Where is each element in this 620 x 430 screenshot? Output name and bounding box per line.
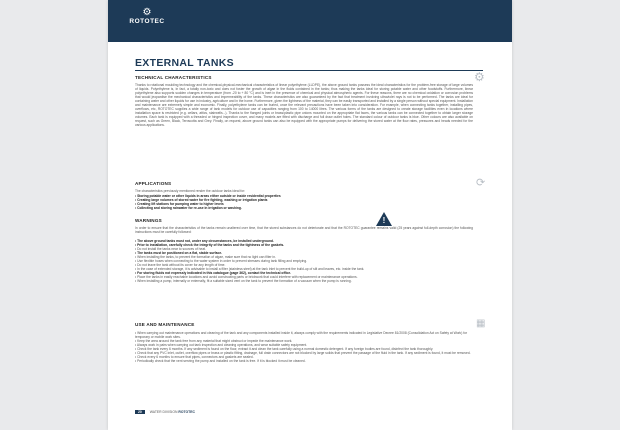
list-item: • The tanks must be positioned on a flat, stable surface.	[135, 251, 223, 256]
warnings-list	[135, 239, 481, 284]
list-item: • Always work in pairs when carrying out tank inspection and cleaning operations, and wear suitable safety equipment.	[135, 343, 308, 348]
list-item: • Keep the area around the tank free from any material that might obstruct or impede the maintenance work.	[135, 339, 293, 344]
list-item: • Storing potable water or other liquids in areas either outside or inside residential properties	[135, 194, 281, 198]
list-item: • Creating lift stations for pumping water to higher levels	[135, 202, 224, 207]
gear-icon: ⚙	[474, 70, 485, 84]
footer-label: WATER DIVISION	[149, 410, 178, 414]
list-item: • Check the tank every 6 months. If any sediment is found on the floor, extract it and clean the tank carefully using a normal domestic detergent. If any foreign bodies are found, disinfect the tank thoroughly.	[135, 347, 434, 352]
list-item: • Creating large volumes of stored water for fire fighting, washing or irrigation plants	[135, 198, 268, 203]
title-divider	[135, 70, 483, 71]
list-item: • Collecting and storing rainwater for re-use in irrigation or washing.	[135, 206, 242, 211]
applications-list	[135, 194, 481, 210]
heading-maintenance: USE AND MAINTENANCE	[135, 322, 195, 327]
applications-intro: The characteristics previously mentioned render the outdoor tanks ideal for:	[135, 189, 246, 193]
list-item: • Periodically check that the vent serving the pump and installed on the tank is free. If it is blocked it must be cleaned.	[135, 359, 306, 364]
list-item: • For storing fluids not expressly indicated in this catalogue (page 362), contact the technical office.	[135, 271, 292, 276]
page-header	[108, 0, 512, 42]
technical-text: Thanks to rotational moulding technology and the chemical-physical-mechanical characteristics of linear polyethylene (LLDPE), the above ground tanks possess the ideal characteristics for the problem-free storage of large volumes of liquids. Polyethylene is, in fact, a totally non-toxic and does not foster the growth of algae in the fluids contained in the tanks; thus making the tanks ideal for storing potable water and other foodstuffs. Furthermore, linear polyethylene also supports sudden changes in temperature (from -20 to + 80 °C) and is inert in the presence of chemical and physical atmospheric agents. For these reasons, there are no chemical oxidation or corrosion problems that would jeopardise the mechanical characteristics and impermeability of the tanks. These characteristics are also guaranteed by the fact that treatment involving ultraviolet rays is not to be performed. The tanks are ideal for containing water and other liquids for use in industry, agriculture and in the home. Furthermore, given the lightness of the material, they can be easily transported and installed by a single person without special equipment. Installation and maintenance are extremely simple and economic. Finally, polyethylene tanks can be buried, once the relevant precautions have been taken into consideration. For example, when connecting tanks together, installing pipes, overflows, etc, ROTOTEC supplies a wide range of tank models for outdoor use of capacities ranging from 100 to 14000 litres. The various forms of the tanks are designed to create storage facilities even in locations where installation space is restricted (e.g. cellars, attics, stairwells...). Thanks to the flanged joints or brass/plastic pipe unions mounted on the appropriate flat faces, the various tanks can be connected together to obtain larger storage volumes. Each tank is equipped with a threaded or hinged inspection cover, and many models are fitted with discharge and full draw outlet holes. The standard colour of outdoor tanks is blue. Other colours are also available on request, such as Green, Black, Terracotta and Grey. Finally, on request, above ground tanks can also be equipped with the appropriate pumps for delivering the stored water at the flow rates, pressures and heads needed for the various applications.	[135, 83, 473, 128]
heading-applications: APPLICATIONS	[135, 181, 172, 186]
warnings-intro: In order to ensure that the characteristics of the tanks remain unaltered over time, that the stored substances do not deteriorate and that the ROTOTEC guarantee remains valid (25 years against full-depth corrosion) the following instructions must be carefully followed:	[135, 226, 473, 235]
document-page: ⚙ ROTOTEC EXTERNAL TANKS TECHNICAL CHARACTERISTICS ⚙ Thanks to rotational moulding technology and the chemical-physical-mechanical characteristics of linear polyethylene (LLDPE), the above ground tanks possess the ideal characteristics for the problem-free storage of large volumes of liquids. Polyethylene is, in fact, a totally non-toxic and does not foster the growth of algae in the fluids contained in the tanks; thus making the tanks ideal for storing potable water and other foodstuffs. Furthermore, linear polyethylene also supports sudden changes in temperature (from -20 to + 80 °C) and is inert in the presence of chemical and physical atmospheric agents. For these reasons, there are no chemical oxidation or corrosion problems that would jeopardise the mechanical characteristics and impermeability of the tanks. These characteristics are also guaranteed by the fact that treatment involving ultraviolet rays is not to be performed. The tanks are ideal for containing water and other liquids for use in industry, agriculture and in the home. Furthermore, given the lightness of the material, they can be easily transported and installed by a single person without special equipment. Installation and maintenance are extremely simple and economic. Finally, polyethylene tanks can be buried, once the relevant precautions have been taken into consideration. For example, when connecting tanks together, installing pipes, overflows, etc, ROTOTEC supplies a wide range of tank models for outdoor use of capacities ranging from 100 to 14000 litres. The various forms of the tanks are designed to create storage facilities even in locations where installation space is restricted (e.g. cellars, attics, stairwells...). Thanks to the flanged joints or brass/plastic pipe unions mounted on the appropriate flat faces, the various tanks can be connected together to obtain larger storage volumes. Each tank is equipped with a threaded or hinged inspection cover, and many models are fitted with discharge and full draw outlet holes. The standard colour of outdoor tanks is blue. Other colours are also available on request, such as Green, Black, Terracotta and Grey. Finally, on request, above ground tanks can also be equipped with the appropriate pumps for delivering the stored water at the flow rates, pressures and heads needed for the various applications. APPLICATIONS ⟳ The characteristics previously mentioned render the outdoor tanks ideal for: • Storing potable water or other liquids in areas either outside or inside residential properties • Creating large volumes of stored water for fire fighting, washing or irrigation plants • Creating lift stations for pumping water to higher levels • Collecting and storing rainwater for re-use in irrigation or washing. WARNINGS ! In order to ensure that the characteristics of the tanks remain unaltered over time, that the stored substances do not deteriorate and that the ROTOTEC guarantee remains valid (25 years against full-depth corrosion) the following instructions must be carefully followed: • The above ground tanks must not, under any circumstances, be installed underground. • Prior to installation, carefully check the integrity of the tanks and the tightness of the gaskets. • Do not install the tanks near to sources of heat. • The tanks must be positioned on a flat, stable surface. • When installing the tanks, to prevent the formation of algae, make sure that no light can filter in. • Use flexible hoses when connecting to the water system in order to prevent stresses during tank filling and emptying. • Do not leave the tank without its cover for any length of time. • In the case of extended storage, it is advisable to install a filter (stainless steel) at the tank inlet to prevent the build-up of silt and leaves, etc. inside the tank. • For storing fluids not expressly indicated in this catalogue (page 362), contact the technical office. • Place the tanks in easily reachable locations and avoid constructing parts or brickwork that could interfere with replacement or maintenance operations. • When installing a pump, internally or externally, fit a suitable sized vent on the tank to prevent the formation of a vacuum when the pump is running. USE AND MAINTENANCE ▦ • When carrying out maintenance operations and cleaning of the tank and any components installed inside it, always comply with the requirements indicated in Legislative Decree 81/2008 (Consolidation Act on Safety at Work) for temporary or mobile work sites. • Keep the area around the tank free from any material that might obstruct or impede the maintenance work. • Always work in pairs when carrying out tank inspection and cleaning operations, and wear suitable safety equipment. • Check the tank every 6 months. If any sediment is found on the floor, extract it and clean the tank carefully using a normal domestic detergent. If any foreign bodies are found, disinfect the tank thoroughly. • Check that any PVC inlet, outlet, overflow pipes or brass or plastic fitting, drainage, full drain connectors are not blocked by large solids that prevent the passage of the fluid in the tank. If any sediment is found, it must be removed. • Check every 6 months to ensure that pipes, connectors and gaskets are sealed. • Periodically check that the vent serving the pump and installed on the tank is free. If it is blocked it must be cleaned. 20 WATER DIVISION ROTOTEC	[108, 0, 512, 430]
list-item: • The above ground tanks must not, under any circumstances, be installed underground.	[135, 239, 274, 243]
list-item: • Do not install the tanks near to sources of heat.	[135, 247, 206, 252]
list-item: • Do not leave the tank without its cover for any length of time.	[135, 263, 226, 268]
grid-icon: ▦	[476, 318, 486, 329]
list-item: • Use flexible hoses when connecting to the water system in order to prevent stresses during tank filling and emptying.	[135, 259, 308, 264]
maintenance-list	[135, 331, 481, 363]
page-footer	[135, 410, 195, 414]
list-item: • In the case of extended storage, it is advisable to install a filter (stainless steel) at the tank inlet to prevent the build-up of silt and leaves, etc. inside the tank.	[135, 267, 365, 272]
rototec-logo: ⚙ ROTOTEC	[122, 8, 172, 36]
list-item: • Check that any PVC inlet, outlet, overflow pipes or brass or plastic fitting, drainage, full drain connectors are not blocked by large solids that prevent the passage of the fluid in the tank. If any sediment is found, it must be removed.	[135, 351, 471, 356]
list-item: • When installing the tanks, to prevent the formation of algae, make sure that no light can filter in.	[135, 255, 276, 260]
list-item: • When carrying out maintenance operations and cleaning of the tank and any components installed inside it, always comply with the requirements indicated in Legislative Decree 81/2008 (Consolidation Act on Safety at Work) for temporary or mobile work sites.	[135, 331, 468, 340]
rotate-icon: ⟳	[476, 177, 486, 189]
page-title: EXTERNAL TANKS	[135, 57, 234, 69]
list-item: • Place the tanks in easily reachable locations and avoid constructing parts or brickwork that could interfere with replacement or maintenance operations.	[135, 275, 358, 280]
heading-technical: TECHNICAL CHARACTERISTICS	[135, 75, 212, 80]
list-item: • Prior to installation, carefully check the integrity of the tanks and the tightness of the gaskets.	[135, 243, 285, 248]
list-item: • When installing a pump, internally or externally, fit a suitable sized vent on the tank to prevent the formation of a vacuum when the pump is running.	[135, 279, 352, 284]
heading-warnings: WARNINGS	[135, 218, 162, 223]
page-number: 20	[135, 410, 145, 414]
footer-brand: ROTOTEC	[178, 410, 195, 414]
list-item: • Check every 6 months to ensure that pipes, connectors and gaskets are sealed.	[135, 355, 254, 360]
logo-gear-icon: ⚙	[142, 7, 152, 18]
